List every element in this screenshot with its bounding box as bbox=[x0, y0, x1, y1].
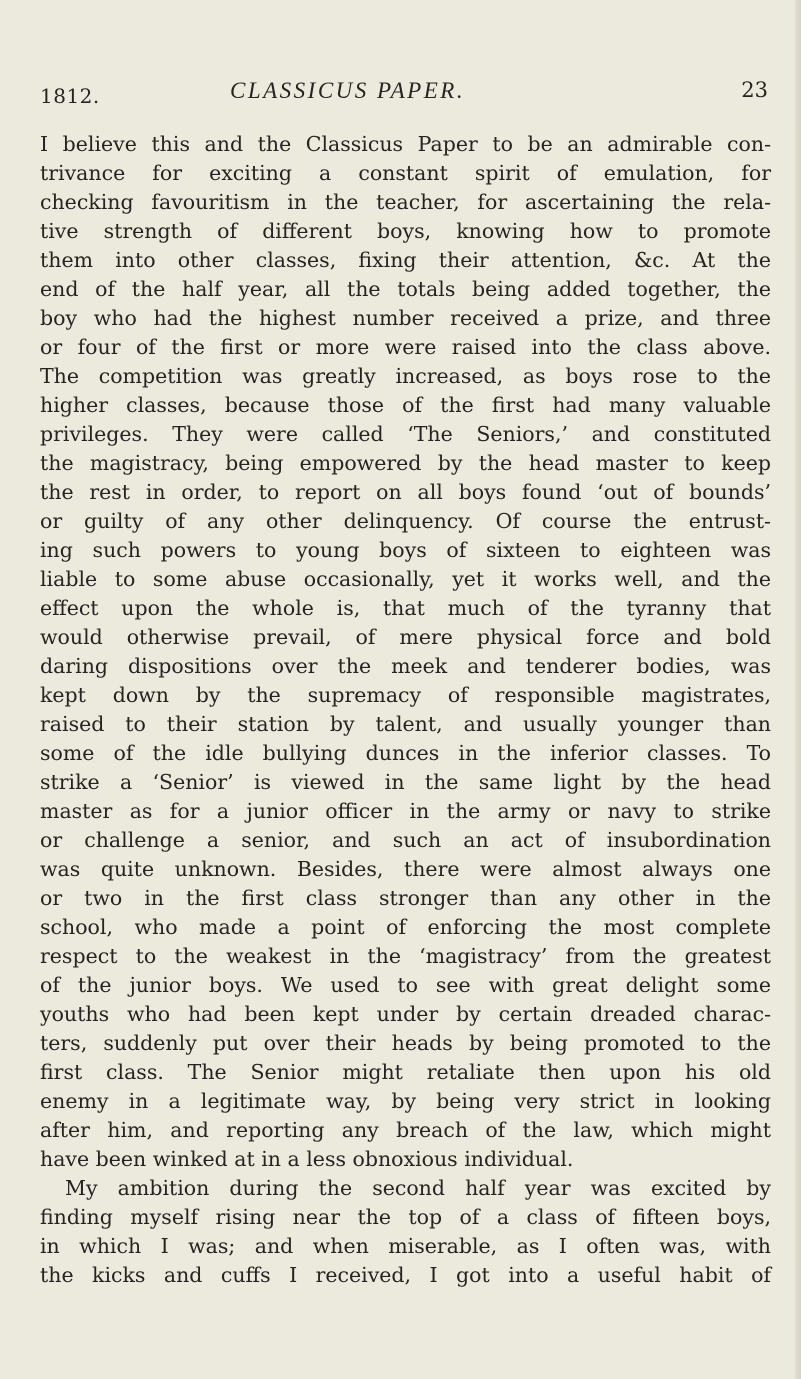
text-line: The competition was greatly increased, as boys rose to the bbox=[40, 364, 771, 388]
page-number: 23 bbox=[741, 78, 768, 102]
text-line: higher classes, because those of the first had many valuable bbox=[40, 393, 771, 417]
text-line: enemy in a legitimate way, by being very strict in looking bbox=[40, 1089, 771, 1113]
text-line: or guilty of any other delinquency. Of course the entrust- bbox=[40, 509, 771, 533]
text-line: master as for a junior officer in the army or navy to strike bbox=[40, 799, 771, 823]
text-line: boy who had the highest number received a prize, and three bbox=[40, 306, 771, 330]
text-line: finding myself rising near the top of a class of fifteen boys, bbox=[40, 1205, 771, 1229]
text-line: checking favouritism in the teacher, for ascertaining the rela- bbox=[40, 190, 771, 214]
text-line: tive strength of different boys, knowing how to promote bbox=[40, 219, 771, 243]
text-line: or challenge a senior, and such an act of insubordination bbox=[40, 828, 771, 852]
text-line: in which I was; and when miserable, as I often was, with bbox=[40, 1234, 771, 1258]
text-line: ing such powers to young boys of sixteen to eighteen was bbox=[40, 538, 771, 562]
text-line: I believe this and the Classicus Paper to be an admirable con- bbox=[40, 132, 771, 156]
text-line: daring dispositions over the meek and tenderer bodies, was bbox=[40, 654, 771, 678]
page-edge bbox=[795, 0, 801, 1379]
text-line: strike a ‘Senior’ is viewed in the same light by the head bbox=[40, 770, 771, 794]
text-line: effect upon the whole is, that much of the tyranny that bbox=[40, 596, 771, 620]
text-line: them into other classes, fixing their attention, &c. At the bbox=[40, 248, 771, 272]
running-head-title: CLASSICUS PAPER. bbox=[230, 78, 466, 103]
text-line: respect to the weakest in the ‘magistracy’ from the greatest bbox=[40, 944, 771, 968]
text-line: My ambition during the second half year was excited by bbox=[65, 1176, 771, 1200]
text-line: youths who had been kept under by certain dreaded charac- bbox=[40, 1002, 771, 1026]
running-head bbox=[40, 78, 780, 114]
text-line: would otherwise prevail, of mere physical force and bold bbox=[40, 625, 771, 649]
text-line: ters, suddenly put over their heads by being promoted to the bbox=[40, 1031, 771, 1055]
text-line: school, who made a point of enforcing the most complete bbox=[40, 915, 771, 939]
text-line: kept down by the supremacy of responsible magistrates, bbox=[40, 683, 771, 707]
text-line: end of the half year, all the totals being added together, the bbox=[40, 277, 771, 301]
text-line: or four of the first or more were raised into the class above. bbox=[40, 335, 771, 359]
text-line: some of the idle bullying dunces in the inferior classes. To bbox=[40, 741, 771, 765]
text-line: after him, and reporting any breach of the law, which might bbox=[40, 1118, 771, 1142]
paragraph bbox=[40, 130, 771, 1174]
text-line: first class. The Senior might retaliate then upon his old bbox=[40, 1060, 771, 1084]
text-line: privileges. They were called ‘The Seniors,’ and constituted bbox=[40, 422, 771, 446]
text-line: the kicks and cuffs I received, I got into a useful habit of bbox=[40, 1263, 771, 1287]
paragraph bbox=[40, 1174, 771, 1290]
text-line: trivance for exciting a constant spirit of emulation, for bbox=[40, 161, 771, 185]
text-line: the magistracy, being empowered by the head master to keep bbox=[40, 451, 771, 475]
text-line: the rest in order, to report on all boys found ‘out of bounds’ bbox=[40, 480, 771, 504]
text-line: or two in the first class stronger than any other in the bbox=[40, 886, 771, 910]
running-head-year: 1812. bbox=[40, 84, 100, 108]
text-line: have been winked at in a less obnoxious individual. bbox=[40, 1147, 574, 1171]
body-text bbox=[40, 130, 771, 1290]
text-line: was quite unknown. Besides, there were almost always one bbox=[40, 857, 771, 881]
text-line: liable to some abuse occasionally, yet it works well, and the bbox=[40, 567, 771, 591]
text-line: raised to their station by talent, and usually younger than bbox=[40, 712, 771, 736]
text-line: of the junior boys. We used to see with great delight some bbox=[40, 973, 771, 997]
